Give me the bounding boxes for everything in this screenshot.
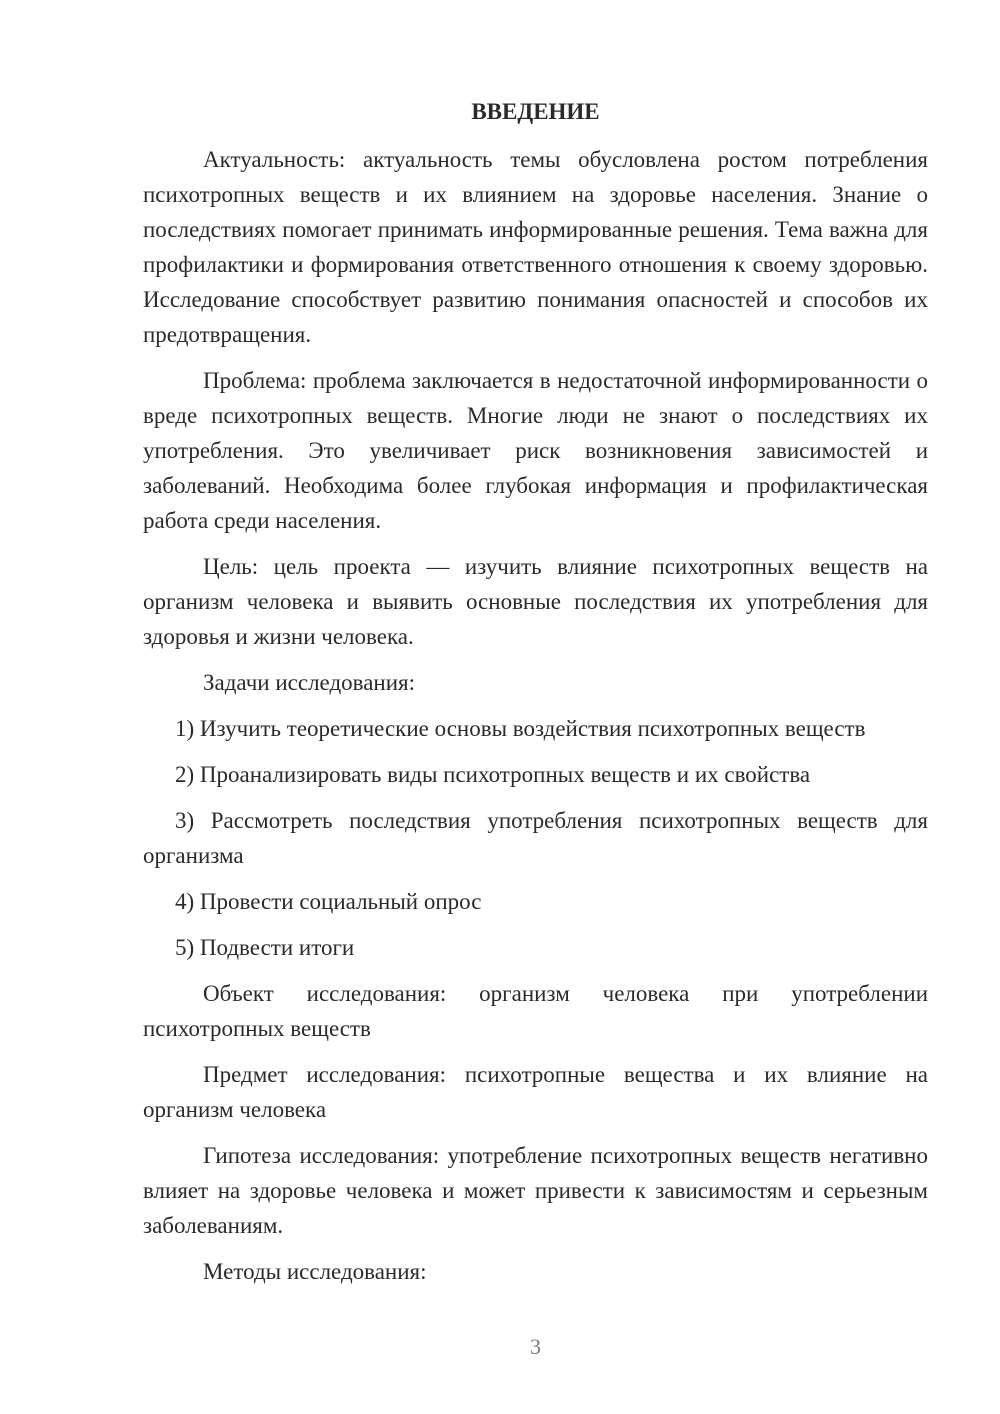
problem-paragraph: Проблема: проблема заключается в недостаточной информированности о вреде психотропных веществ. Многие люди не знают о последствиях их употребления. Это увеличивает риск возникновения зависимостей и заболеваний. Необходима более глубокая информация и профилактическая работа среди населения. xyxy=(143,368,928,533)
task-item-1: 1) Изучить теоретические основы воздействия психотропных веществ xyxy=(175,716,866,741)
task-item-4: 4) Провести социальный опрос xyxy=(175,889,482,914)
task-item-2: 2) Проанализировать виды психотропных веществ и их свойства xyxy=(175,762,811,787)
page-number: 3 xyxy=(530,1334,541,1359)
hypothesis-paragraph: Гипотеза исследования: употребление психотропных веществ негативно влияет на здоровье человека и может привести к зависимостям и серьезным заболеваниям. xyxy=(143,1143,928,1238)
document-page xyxy=(143,0,928,1414)
tasks-heading: Задачи исследования: xyxy=(203,670,416,695)
task-item-5: 5) Подвести итоги xyxy=(175,935,355,960)
object-paragraph: Объект исследования: организм человека при употреблении психотропных веществ xyxy=(143,981,928,1041)
page-title: ВВЕДЕНИЕ xyxy=(471,99,600,124)
goal-paragraph: Цель: цель проекта — изучить влияние психотропных веществ на организм человека и выявить основные последствия их употребления для здоровья и жизни человека. xyxy=(143,554,928,649)
document-body xyxy=(143,142,928,1300)
task-item-3: 3) Рассмотреть последствия употребления психотропных веществ для организма xyxy=(143,808,928,868)
subject-paragraph: Предмет исследования: психотропные вещества и их влияние на организм человека xyxy=(143,1062,928,1122)
relevance-paragraph: Актуальность: актуальность темы обусловлена ростом потребления психотропных веществ и их влиянием на здоровье населения. Знание о последствиях помогает принимать информированные решения. Тема важна для профилактики и формирования ответственного отношения к своему здоровью. Исследование способствует развитию понимания опасностей и способов их предотвращения. xyxy=(143,147,928,347)
methods-heading: Методы исследования: xyxy=(203,1259,427,1284)
